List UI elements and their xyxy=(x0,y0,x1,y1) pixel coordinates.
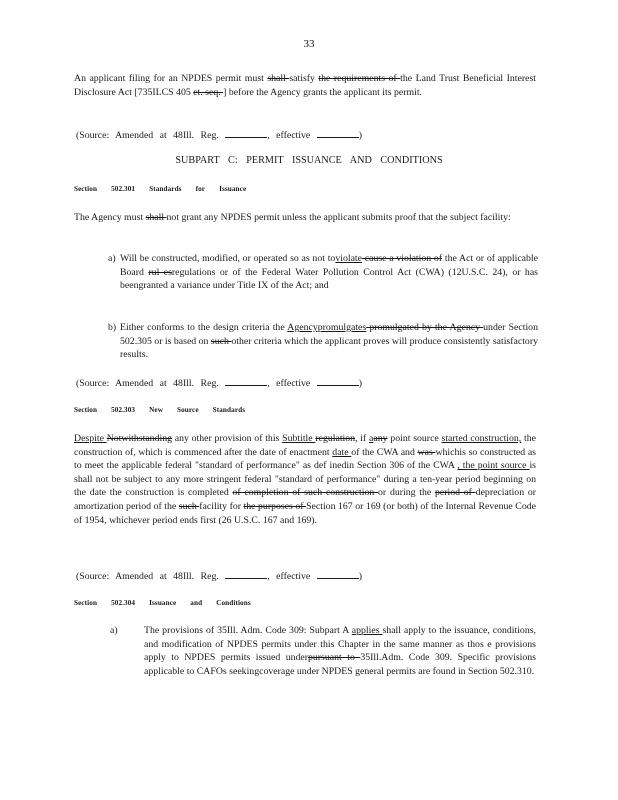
blank-line xyxy=(317,376,359,386)
source-note: (Source: Amended at 48Ill. Reg. , effective ) xyxy=(76,378,362,389)
deleted-text: was xyxy=(417,446,436,458)
deleted-text: regulation xyxy=(315,433,356,444)
land-trust-paragraph: An applicant filing for an NPDES permit must shall satisfy the requirements of the Land Trust Beneficial Interest Disclosure Act [735ILCS 405 et. seq. ] before the Agency grants the applicant its permit. xyxy=(74,73,537,98)
deleted-text: cause a violation of xyxy=(362,253,443,264)
inserted-text: applies xyxy=(351,625,383,636)
standards-paragraph: The Agency must shall not grant any NPDES permit unless the applicant submits proof that the subject facility: xyxy=(74,212,511,223)
list-item-a: a) Will be constructed, modified, or operated so as not toviolate cause a violation of the Act or of applicable Board rul esregulations or of the Federal Water Pollution Control Act (CWA) (12U.S.C. 24), or has beengranted a variance under Title IX of the Act; and xyxy=(108,253,538,292)
list-item-b: b) Either conforms to the design criteria the Agencypromulgates promulgated by the Agency under Section 502.305 or is based on such other criteria which the applicant proves will produce consistently satisfactory results. xyxy=(108,322,538,361)
deleted-text: pursuant to xyxy=(308,652,361,664)
section-heading-502-303: Section 502.303 New Source Standards xyxy=(74,406,246,414)
inserted-text: Despite xyxy=(74,433,107,444)
deleted-text: shall xyxy=(267,73,290,84)
deleted-text: of completion of such construction xyxy=(232,487,379,499)
blank-line xyxy=(225,569,267,579)
inserted-text: a xyxy=(369,433,374,444)
deleted-text: the purposes of xyxy=(243,500,307,512)
inserted-text: violate xyxy=(335,253,362,264)
blank-line xyxy=(317,569,359,579)
inserted-text: date xyxy=(332,446,352,458)
deleted-text: period of xyxy=(434,487,476,499)
deleted-text: the requirements of xyxy=(318,73,401,84)
blank-line xyxy=(225,376,267,386)
blank-line xyxy=(225,128,267,138)
deleted-text: shall xyxy=(145,212,167,223)
subpart-heading: SUBPART C: PERMIT ISSUANCE AND CONDITIONS xyxy=(175,155,443,166)
deleted-text: et. seq. xyxy=(193,86,224,98)
deleted-text: such xyxy=(178,500,200,512)
deleted-text: rul es xyxy=(148,266,172,278)
item-label: b) xyxy=(108,322,117,333)
inserted-text: started construction, xyxy=(441,433,522,444)
inserted-text: Subtitle xyxy=(282,433,316,444)
inserted-text: , the point source xyxy=(457,460,530,472)
item-label: a) xyxy=(108,253,116,264)
source-note: (Source: Amended at 48Ill. Reg. , effective ) xyxy=(76,571,362,582)
blank-line xyxy=(317,128,359,138)
deleted-text: such xyxy=(210,335,232,347)
deleted-text: promulgated by the Agency xyxy=(366,322,484,333)
inserted-text: Agencypromulgates xyxy=(287,322,367,333)
list-item-304-a: a) The provisions of 35Ill. Adm. Code 309: Subpart A applies shall apply to the issuance, conditions, and modification of NPDES permits under this Chapter in the same manner as thos e provisions apply to NPDES permits issued underpursuant to 35Ill.Adm. Code 309. Specific provisions applicable to CAFOs seekingcoverage under NPDES general permits are found in Section 502.310. xyxy=(110,625,536,677)
deleted-text: any xyxy=(373,433,388,444)
section-heading-502-301: Section 502.301 Standards for Issuance xyxy=(74,185,247,193)
page-number: 33 xyxy=(303,38,315,50)
source-note: (Source: Amended at 48Ill. Reg. , effective ) xyxy=(76,130,362,141)
deleted-text: Notwithstanding xyxy=(106,433,172,444)
item-label: a) xyxy=(110,625,118,636)
new-source-paragraph: Despite Notwithstanding any other provision of this Subtitle regulation, if aany point source started construction, the construction of, which is commenced after the date of enactment date of the CWA and was whichis so constructed as to meet the applicable federal "standard of performance" as def inedin Section 306 of the CWA , the point source is shall not be subject to any more stringent federal "standard of performance" during a ten-year period beginning on the date the construction is completed of completion of such construction or during the period of depreciation or amortization period of the such facility for the purposes of Section 167 or 169 (or both) of the Internal Revenue Code of 1954, whichever period ends first (26 U.S.C. 167 and 169). xyxy=(74,433,536,526)
section-heading-502-304: Section 502.304 Issuance and Conditions xyxy=(74,599,251,607)
